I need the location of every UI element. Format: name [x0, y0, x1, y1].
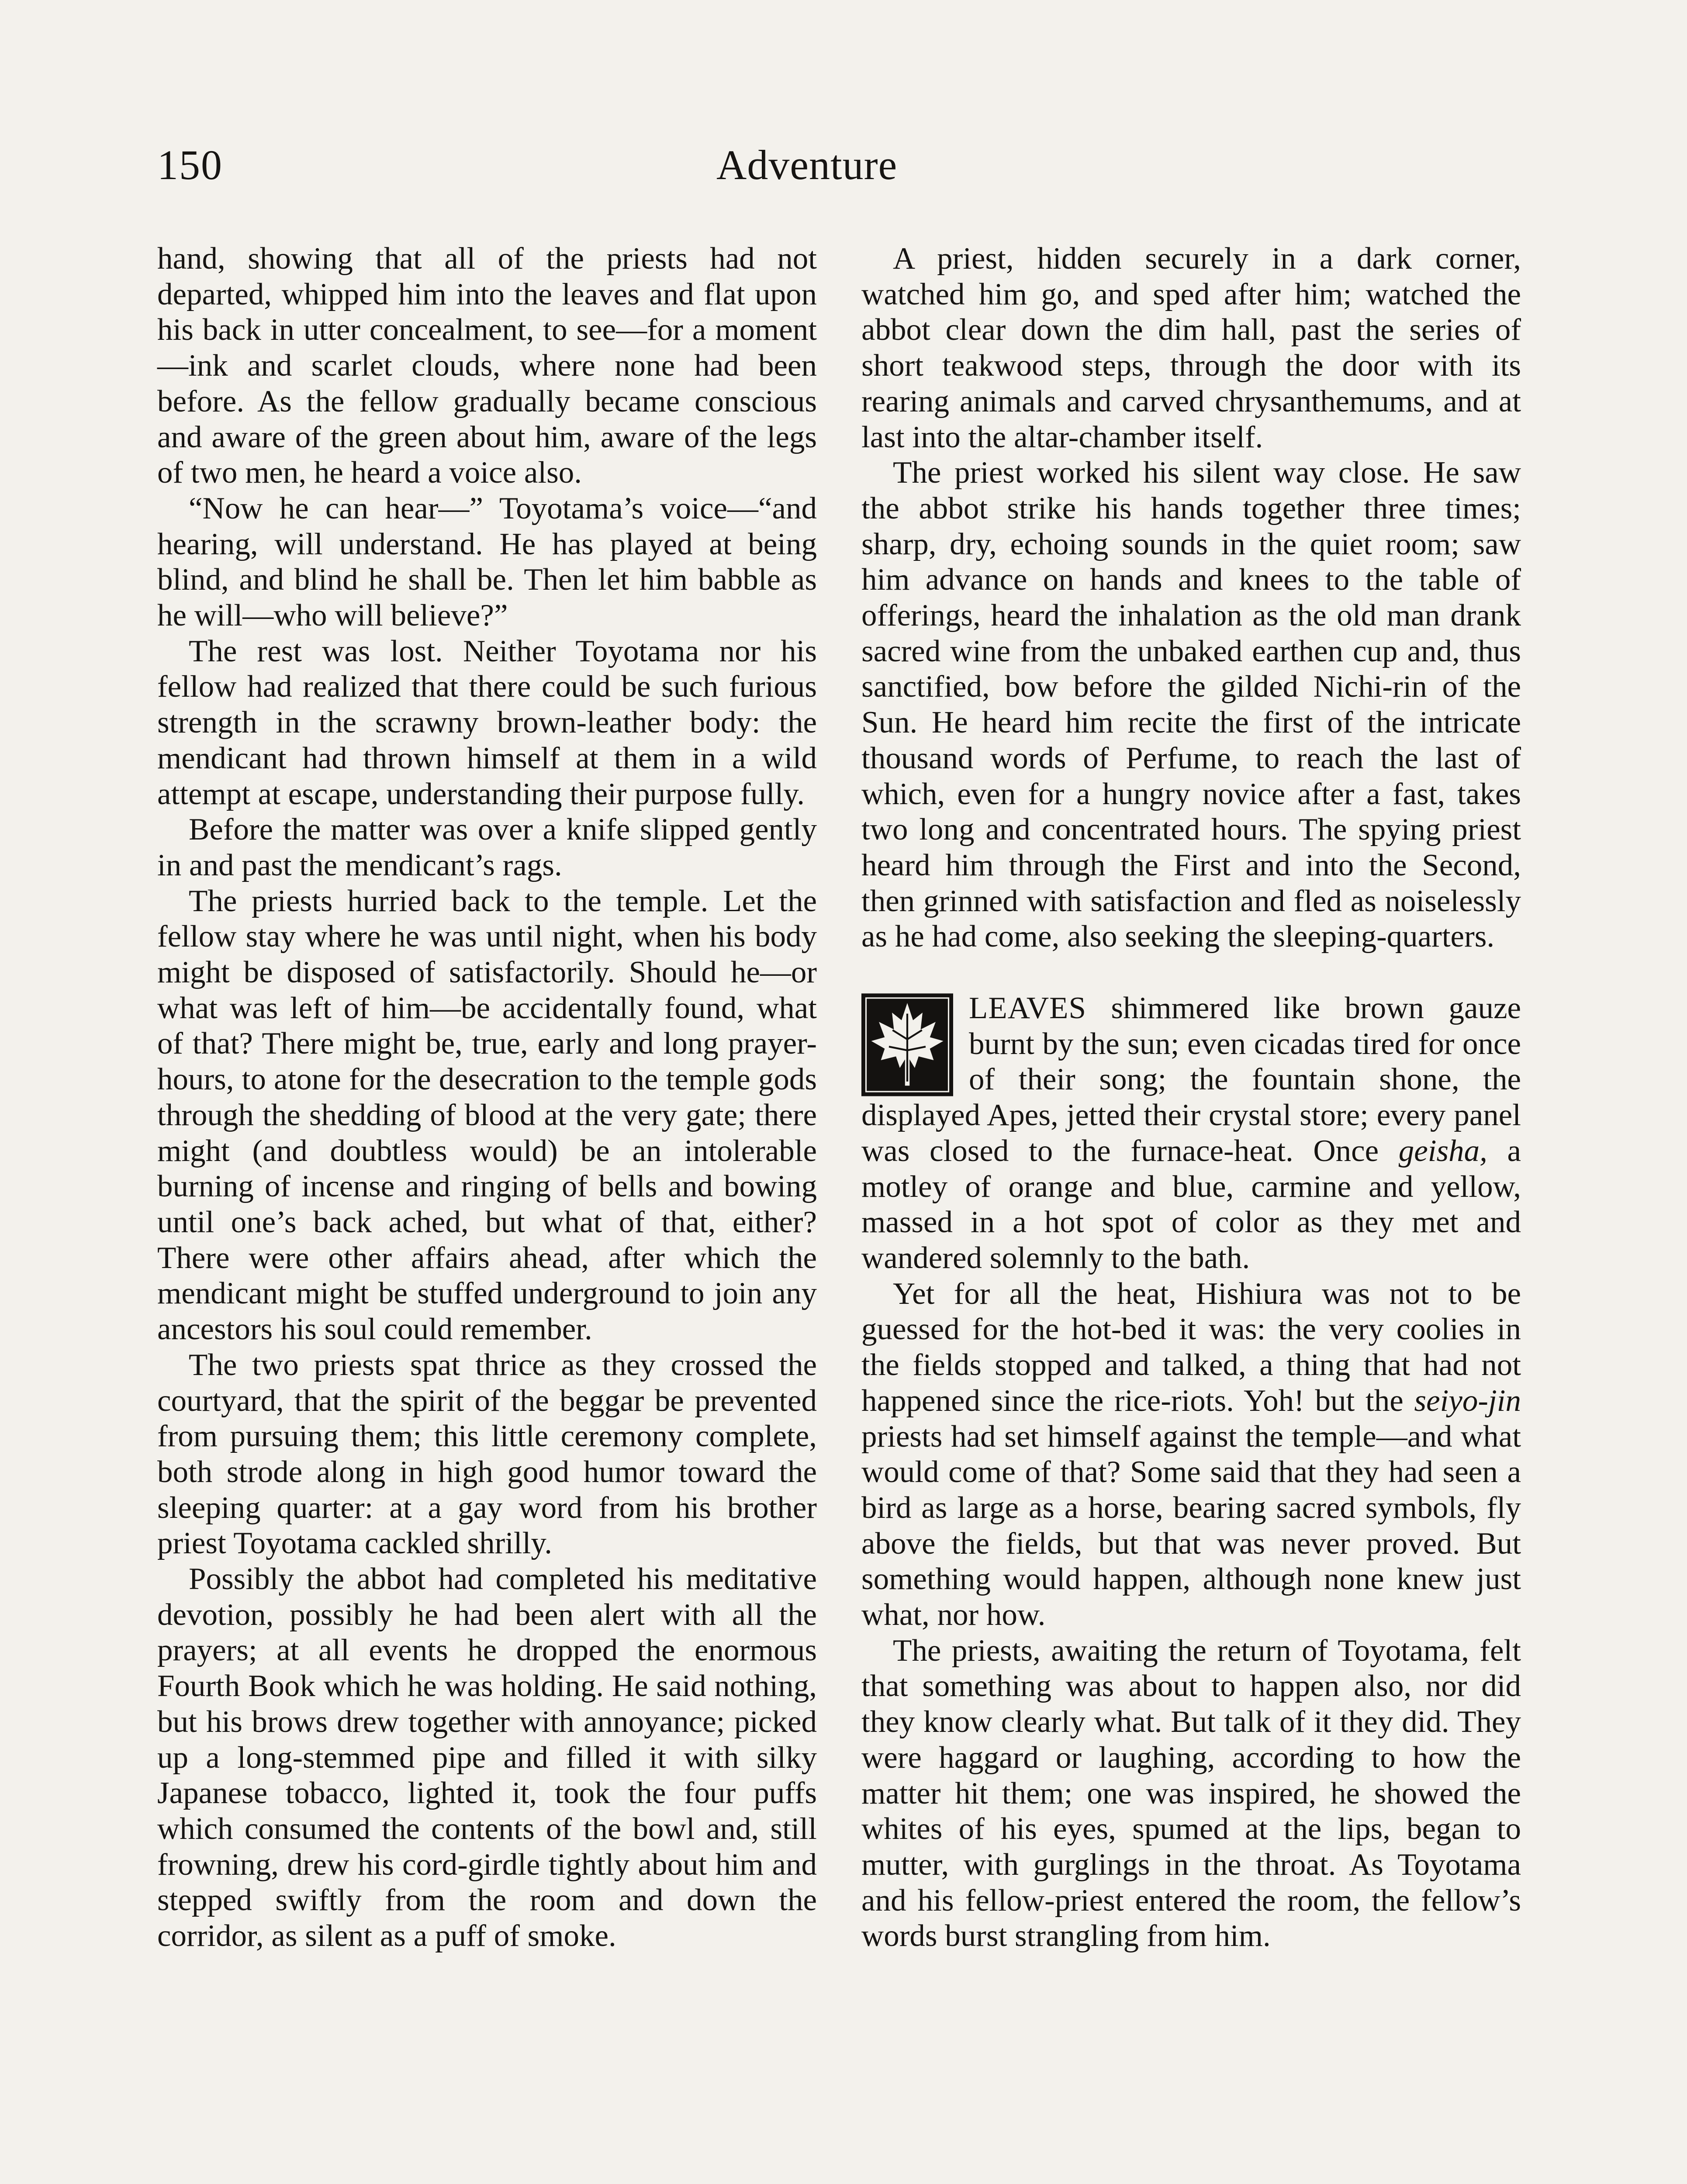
paragraph: The rest was lost. Neither Toyotama nor his fellow had realized that there could be such furious strength in the scrawny brown-leather body: the mendicant had thrown himself at them in a wild attempt at escape, understanding their purpose fully.	[157, 634, 817, 811]
section-text: shimmered like brown gauze burnt by the sun; even cicadas tired for once of their song; the fountain shone, the displayed Apes, jetted their crystal store; every panel was closed to the furnace-heat. Once	[861, 991, 1521, 1168]
paragraph: The priest worked his silent way close. He saw the abbot strike his hands together three times; sharp, dry, echoing sounds in the quiet room; saw him advance on hands and knees to the table of offerings, heard the inhalation as the old man drank sacred wine from the unbaked earthen cup and, thus sanctified, bow before the gilded Nichi-rin of the Sun. He heard him recite the first of the intricate thousand words of Perfume, to reach the last of which, even for a hungry novice after a fast, takes two long and concentrated hours. The spying priest heard him through the First and into the Second, then grinned with satisfaction and fled as noiselessly as he had come, also seeking the sleeping-quarters.	[861, 456, 1521, 954]
section-text: a motley of orange and blue, carmine and yellow, massed in a hot spot of color as they met and wandered solemnly to the bath.	[861, 1133, 1521, 1275]
italic-word: geisha,	[1398, 1133, 1487, 1168]
section-first-word: LEAVES	[969, 991, 1086, 1026]
page-number: 150	[157, 142, 223, 188]
maple-leaf-icon	[861, 993, 953, 1096]
paragraph: hand, showing that all of the priests had not departed, whipped him into the leaves and flat upon his back in utter concealment, to see—for a moment—ink and scarlet clouds, where none had been before. As the fellow gradually became conscious and aware of the green about him, aware of the legs of two men, he heard a voice also.	[157, 242, 817, 490]
right-column	[861, 241, 1521, 1954]
left-column	[157, 241, 817, 1954]
paragraph: A priest, hidden securely in a dark corner, watched him go, and sped after him; watched the abbot clear down the dim hall, past the series of short teakwood steps, through the door with its rearing animals and carved chrysanthemums, and at last into the altar-chamber itself.	[861, 242, 1521, 454]
paragraph: The priests hurried back to the temple. Let the fellow stay where he was until night, when his body might be disposed of satisfactorily. Should he—or what was left of him—be accidentally found, what of that? There might be, true, early and long prayer-hours, to atone for the desecration to the temple gods through the shedding of blood at the very gate; there might (and doubtless would) be an intolerable burning of incense and ringing of bells and bowing until one’s back ached, but what of that, either? There were other affairs ahead, after which the mendicant might be stuffed underground to join any ancestors his soul could remember.	[157, 884, 817, 1347]
italic-word: seiyo-jin	[1414, 1383, 1521, 1418]
section-opening-paragraph	[861, 991, 1521, 1276]
paragraph: Possibly the abbot had completed his meditative devotion, possibly he had been alert with all the prayers; at all events he dropped the enormous Fourth Book which he was holding. He said nothing, but his brows drew together with annoyance; picked up a long-stemmed pipe and filled it with silky Japanese tobacco, lighted it, took the four puffs which consumed the contents of the bowl and, still frowning, drew his cord-girdle tightly about him and stepped swiftly from the room and down the corridor, as silent as a puff of smoke.	[157, 1562, 817, 1953]
paragraph: The priests, awaiting the return of Toyotama, felt that something was about to happen also, nor did they know clearly what. But talk of it they did. They were haggard or laughing, according to how the matter hit them; one was inspired, he showed the whites of his eyes, spumed at the lips, began to mutter, with gurglings in the throat. As Toyotama and his fellow-priest entered the room, the fellow’s words burst strangling from him.	[861, 1633, 1521, 1953]
paragraph: The two priests spat thrice as they crossed the courtyard, that the spirit of the beggar be prevented from pursuing them; this little ceremony complete, both strode along in high good humor toward the sleeping quarter: at a gay word from his brother priest Toyotama cackled shrilly.	[157, 1348, 817, 1561]
paragraph-text: Yet for all the heat, Hishiura was not to be guessed for the hot-bed it was: the very coolies in the fields stopped and talked, a thing that had not happened since the rice-riots. Yoh! but the	[861, 1276, 1521, 1418]
paragraph	[861, 1276, 1521, 1633]
paragraph-text: priests had set himself against the temple—and what would come of that? Some said that they had seen a bird as large as a horse, bearing sacred symbols, fly above the fields, but that was never proved. But something would happen, although none knew just what, nor how.	[861, 1419, 1521, 1632]
section-break	[861, 955, 1521, 991]
paragraph: Before the matter was over a knife slipped gently in and past the mendicant’s rags.	[157, 812, 817, 882]
running-title: Adventure	[716, 142, 898, 188]
paragraph: “Now he can hear—” Toyotama’s voice—“and hearing, will understand. He has played at being blind, and blind he shall be. Then let him babble as he will—who will believe?”	[157, 491, 817, 633]
